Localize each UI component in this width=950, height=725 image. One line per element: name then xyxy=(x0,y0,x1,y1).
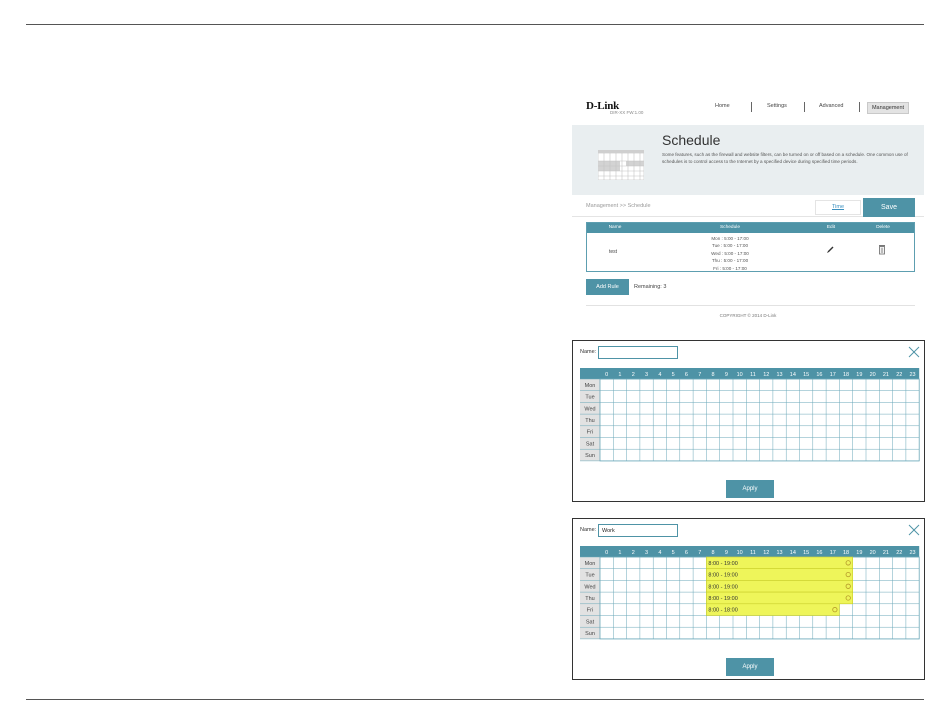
page-description: Some features, such as the firewall and website filters, can be turned on or off based on a schedule. One common use of schedules is to control access to the Internet by a specified device during specified time periods. xyxy=(662,152,908,164)
hour-label: 7 xyxy=(698,550,702,556)
schedule-grid[interactable] xyxy=(580,368,920,463)
schedule-block-label: 8:00 - 19:00 xyxy=(708,595,738,602)
hour-label: 12 xyxy=(763,372,770,378)
time-link[interactable]: Time xyxy=(815,200,861,215)
column-header-delete: Delete xyxy=(876,225,890,230)
schedule-line: Thu : 5:00 - 17:00 xyxy=(711,258,749,264)
apply-button[interactable]: Apply xyxy=(726,480,774,498)
page-hero xyxy=(572,125,924,195)
hour-label: 4 xyxy=(658,550,662,556)
day-label: Fri xyxy=(586,607,594,614)
day-label: Mon xyxy=(584,382,596,389)
hour-label: 23 xyxy=(909,550,916,556)
add-rule-button[interactable]: Add Rule xyxy=(586,279,629,295)
hour-label: 0 xyxy=(605,372,609,378)
hour-label: 15 xyxy=(803,372,810,378)
schedule-block-label: 8:00 - 19:00 xyxy=(708,572,738,579)
hour-label: 18 xyxy=(842,550,850,556)
pencil-icon[interactable] xyxy=(825,245,835,255)
hour-label: 14 xyxy=(789,550,796,556)
day-label: Tue xyxy=(585,394,595,401)
hour-label: 0 xyxy=(605,550,609,556)
nav-advanced[interactable]: Advanced xyxy=(819,103,844,109)
hour-label: 11 xyxy=(750,372,756,378)
day-label: Sat xyxy=(585,441,595,448)
day-label: Wed xyxy=(584,406,596,413)
close-icon[interactable] xyxy=(908,524,920,536)
hour-label: 2 xyxy=(631,372,635,378)
hour-label: 21 xyxy=(882,372,890,378)
calendar-icon xyxy=(598,150,644,180)
page-title: Schedule xyxy=(662,132,721,148)
hour-label: 18 xyxy=(842,372,850,378)
day-label: Tue xyxy=(585,572,595,579)
schedule-grid[interactable] xyxy=(580,546,920,641)
remaining-count: Remaining: 3 xyxy=(634,284,667,290)
hour-label: 16 xyxy=(816,550,823,556)
top-rule xyxy=(26,24,924,25)
apply-button[interactable]: Apply xyxy=(726,658,774,676)
hour-label: 22 xyxy=(896,372,903,378)
rule-name: test xyxy=(609,249,618,255)
hour-label: 6 xyxy=(684,550,688,556)
hour-label: 5 xyxy=(671,372,675,378)
day-label: Sun xyxy=(585,631,595,638)
hour-label: 8 xyxy=(711,550,715,556)
copyright: COPYRIGHT © 2014 D-Link xyxy=(719,313,777,318)
hour-label: 3 xyxy=(645,372,649,378)
hour-label: 20 xyxy=(869,550,876,556)
brand-logo: D-Link xyxy=(586,100,620,112)
schedule-line: Fri : 5:00 - 17:00 xyxy=(713,265,747,271)
page-header xyxy=(572,92,924,123)
day-label: Sat xyxy=(585,619,595,626)
name-input[interactable] xyxy=(598,346,678,359)
day-label: Sun xyxy=(585,453,595,460)
schedule-block-label: 8:00 - 19:00 xyxy=(708,560,738,567)
hour-label: 19 xyxy=(856,372,863,378)
nav-divider xyxy=(859,102,860,112)
breadcrumb: Management >> Schedule xyxy=(586,203,651,209)
hour-label: 10 xyxy=(736,372,743,378)
name-input[interactable] xyxy=(598,524,678,537)
model-info: DIR-XX FW:1.00 xyxy=(610,110,644,115)
schedule-rules-table xyxy=(586,222,915,272)
column-header-edit: Edit xyxy=(826,225,836,230)
table-header xyxy=(587,223,914,233)
hour-label: 16 xyxy=(816,372,823,378)
column-header-name: Name xyxy=(608,225,622,230)
day-label: Mon xyxy=(584,560,596,567)
hour-label: 6 xyxy=(684,372,688,378)
breadcrumb-bar xyxy=(572,195,924,217)
hour-label: 21 xyxy=(882,550,890,556)
hour-label: 3 xyxy=(645,550,649,556)
close-icon[interactable] xyxy=(908,346,920,358)
hour-label: 9 xyxy=(724,372,728,378)
hour-label: 8 xyxy=(711,372,715,378)
nav-divider xyxy=(751,102,752,112)
hour-label: 17 xyxy=(829,372,836,378)
hour-label: 17 xyxy=(829,550,836,556)
router-schedule-page xyxy=(572,92,924,324)
nav-divider xyxy=(804,102,805,112)
hour-label: 15 xyxy=(803,550,810,556)
day-label: Thu xyxy=(585,417,595,424)
hour-label: 7 xyxy=(698,372,702,378)
hour-label: 10 xyxy=(736,550,743,556)
hour-label: 23 xyxy=(909,372,916,378)
schedule-block-label: 8:00 - 19:00 xyxy=(708,584,738,591)
trash-icon[interactable] xyxy=(877,244,887,255)
hour-label: 22 xyxy=(896,550,903,556)
hour-label: 11 xyxy=(750,550,756,556)
schedule-line: Tue : 5:00 - 17:00 xyxy=(711,243,749,249)
schedule-dialog-empty xyxy=(572,340,925,502)
rule-schedule xyxy=(685,235,775,272)
hour-label: 1 xyxy=(618,550,622,556)
column-header-schedule: Schedule xyxy=(719,225,740,230)
day-label: Wed xyxy=(584,584,596,591)
name-label: Name: xyxy=(580,349,597,355)
day-label: Fri xyxy=(586,429,594,436)
hour-label: 19 xyxy=(856,550,863,556)
schedule-dialog-work xyxy=(572,518,925,680)
bottom-rule xyxy=(26,699,924,700)
divider xyxy=(586,305,915,306)
hour-label: 20 xyxy=(869,372,876,378)
schedule-line: Mon : 5:00 - 17:00 xyxy=(711,236,749,241)
hour-label: 4 xyxy=(658,372,662,378)
hour-label: 2 xyxy=(631,550,635,556)
hour-label: 5 xyxy=(671,550,675,556)
name-label: Name: xyxy=(580,527,597,533)
nav-management[interactable]: Management xyxy=(867,102,909,114)
day-label: Thu xyxy=(585,595,595,602)
hour-label: 13 xyxy=(776,372,783,378)
hour-label: 14 xyxy=(789,372,796,378)
nav-home[interactable]: Home xyxy=(715,103,730,109)
hour-label: 9 xyxy=(724,550,728,556)
schedule-line: Wed : 5:00 - 17:00 xyxy=(711,250,749,256)
nav-settings[interactable]: Settings xyxy=(767,103,787,109)
hour-label: 12 xyxy=(763,550,770,556)
hour-label: 13 xyxy=(776,550,783,556)
hour-label: 1 xyxy=(618,372,622,378)
schedule-block-label: 8:00 - 18:00 xyxy=(708,607,738,614)
save-button[interactable]: Save xyxy=(863,198,915,217)
